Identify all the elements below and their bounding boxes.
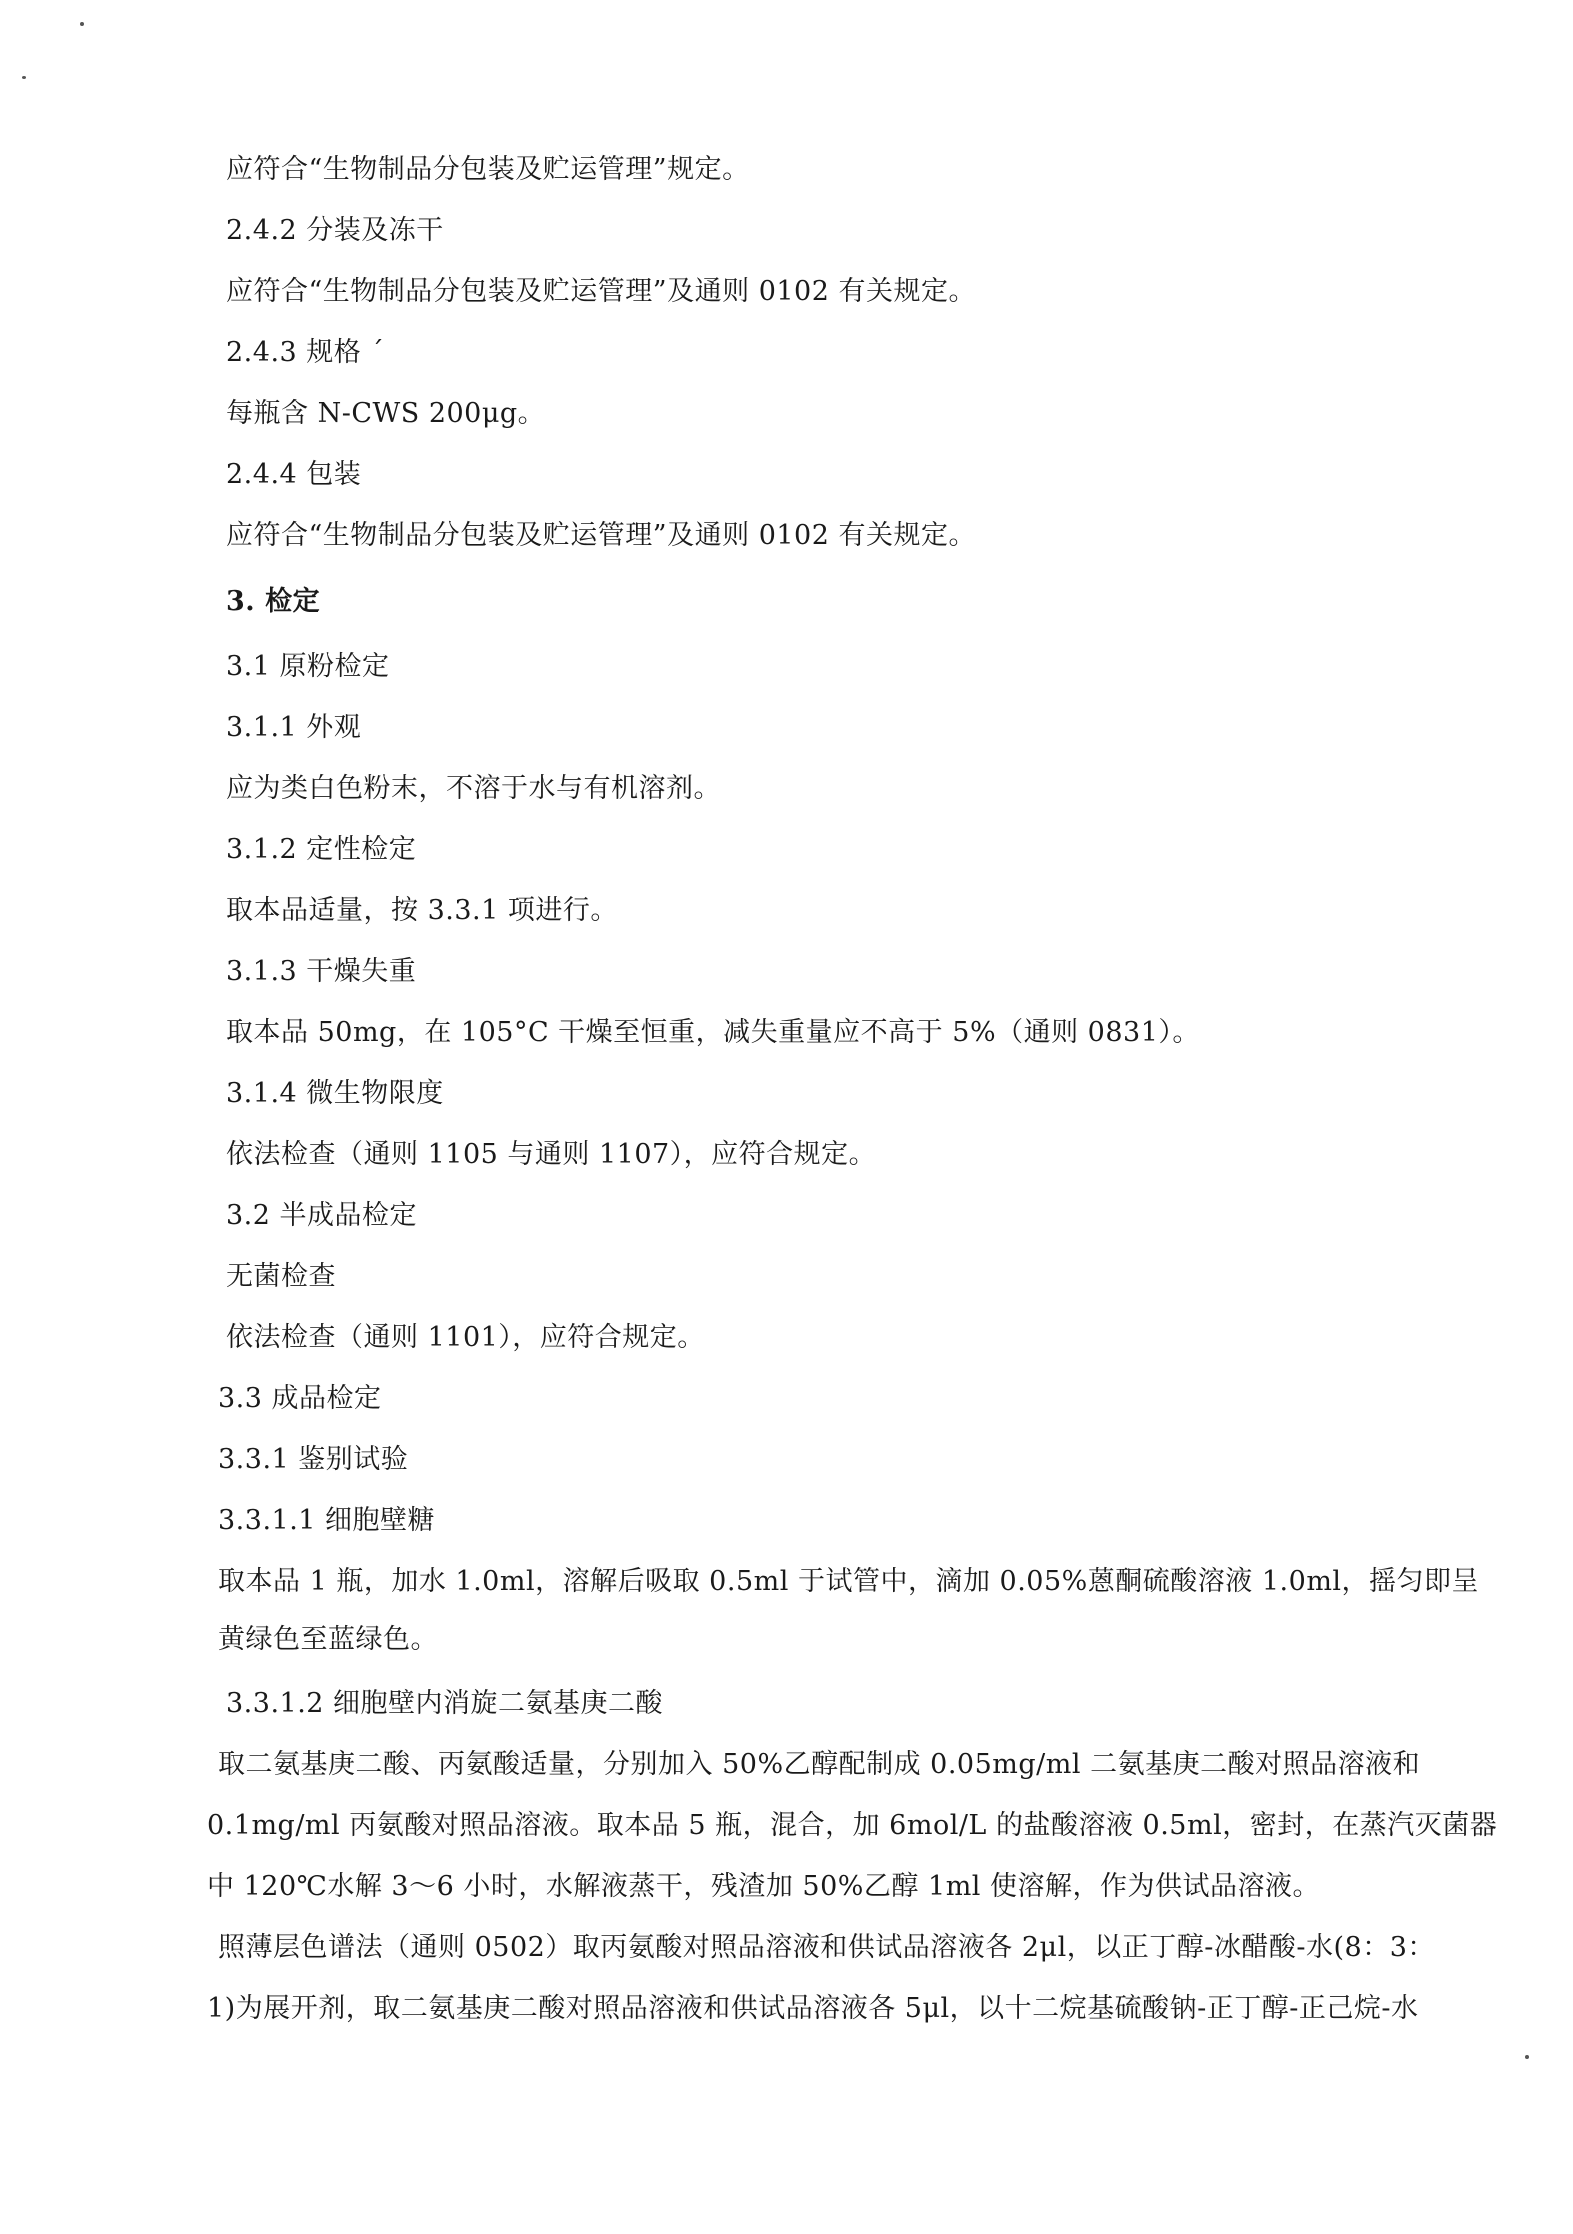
section-heading: 3.1.2 定性检定 [226,834,417,865]
section-heading: 3.1.4 微生物限度 [226,1078,444,1109]
section-heading: 3.1.3 干燥失重 [226,956,417,987]
section-heading: 2.4.3 规格 ´ [226,337,385,368]
paragraph-line: 取本品 1 瓶，加水 1.0ml，溶解后吸取 0.5ml 于试管中，滴加 0.05%蒽酮硫酸溶液 1.0ml，摇匀即呈 [218,1566,1480,1597]
section-heading: 3.3.1.2 细胞壁内消旋二氨基庚二酸 [226,1688,664,1719]
text-line: 应符合“生物制品分包装及贮运管理”及通则 0102 有关规定。 [226,520,976,551]
scan-speck [22,76,26,79]
paragraph-line: 0.1mg/ml 丙氨酸对照品溶液。取本品 5 瓶，混合，加 6mol/L 的盐酸溶液 0.5ml，密封，在蒸汽灭菌器 [207,1810,1498,1841]
text-line: 应为类白色粉末，不溶于水与有机溶剂。 [226,773,721,804]
paragraph-line: 黄绿色至蓝绿色。 [218,1624,438,1655]
text-line: 无菌检查 [226,1261,336,1292]
text-line: 取本品适量，按 3.3.1 项进行。 [226,895,618,926]
text-line: 依法检查（通则 1105 与通则 1107），应符合规定。 [226,1139,877,1170]
section-heading: 2.4.2 分装及冻干 [226,215,444,246]
section-heading: 3.2 半成品检定 [226,1200,418,1231]
section-heading: 2.4.4 包装 [226,459,362,490]
section-heading: 3.3.1 鉴别试验 [218,1444,409,1475]
paragraph-line: 中 120℃水解 3～6 小时，水解液蒸干，残渣加 50%乙醇 1ml 使溶解，作为供试品溶液。 [207,1871,1321,1902]
text-line: 应符合“生物制品分包装及贮运管理”规定。 [226,154,750,185]
scan-speck [80,22,84,26]
paragraph-line: 取二氨基庚二酸、丙氨酸适量，分别加入 50%乙醇配制成 0.05mg/ml 二氨基庚二酸对照品溶液和 [218,1749,1421,1780]
section-heading: 3.1 原粉检定 [226,651,390,682]
paragraph-line: 照薄层色谱法（通则 0502）取丙氨酸对照品溶液和供试品溶液各 2μl，以正丁醇-冰醋酸-水(8：3： [218,1932,1435,1963]
section-heading: 3.3.1.1 细胞壁糖 [218,1505,436,1536]
scan-speck [1525,2055,1529,2059]
section-heading: 3. 检定 [226,586,321,617]
text-line: 应符合“生物制品分包装及贮运管理”及通则 0102 有关规定。 [226,276,976,307]
paragraph-line: 1)为展开剂，取二氨基庚二酸对照品溶液和供试品溶液各 5μl，以十二烷基硫酸钠-正丁醇-正己烷-水 [207,1993,1419,2024]
text-line: 依法检查（通则 1101），应符合规定。 [226,1322,705,1353]
section-heading: 3.1.1 外观 [226,712,362,743]
text-line: 取本品 50mg，在 105°C 干燥至恒重，减失重量应不高于 5%（通则 0831）。 [226,1017,1200,1048]
text-line: 每瓶含 N-CWS 200μg。 [226,398,546,429]
section-heading: 3.3 成品检定 [218,1383,382,1414]
